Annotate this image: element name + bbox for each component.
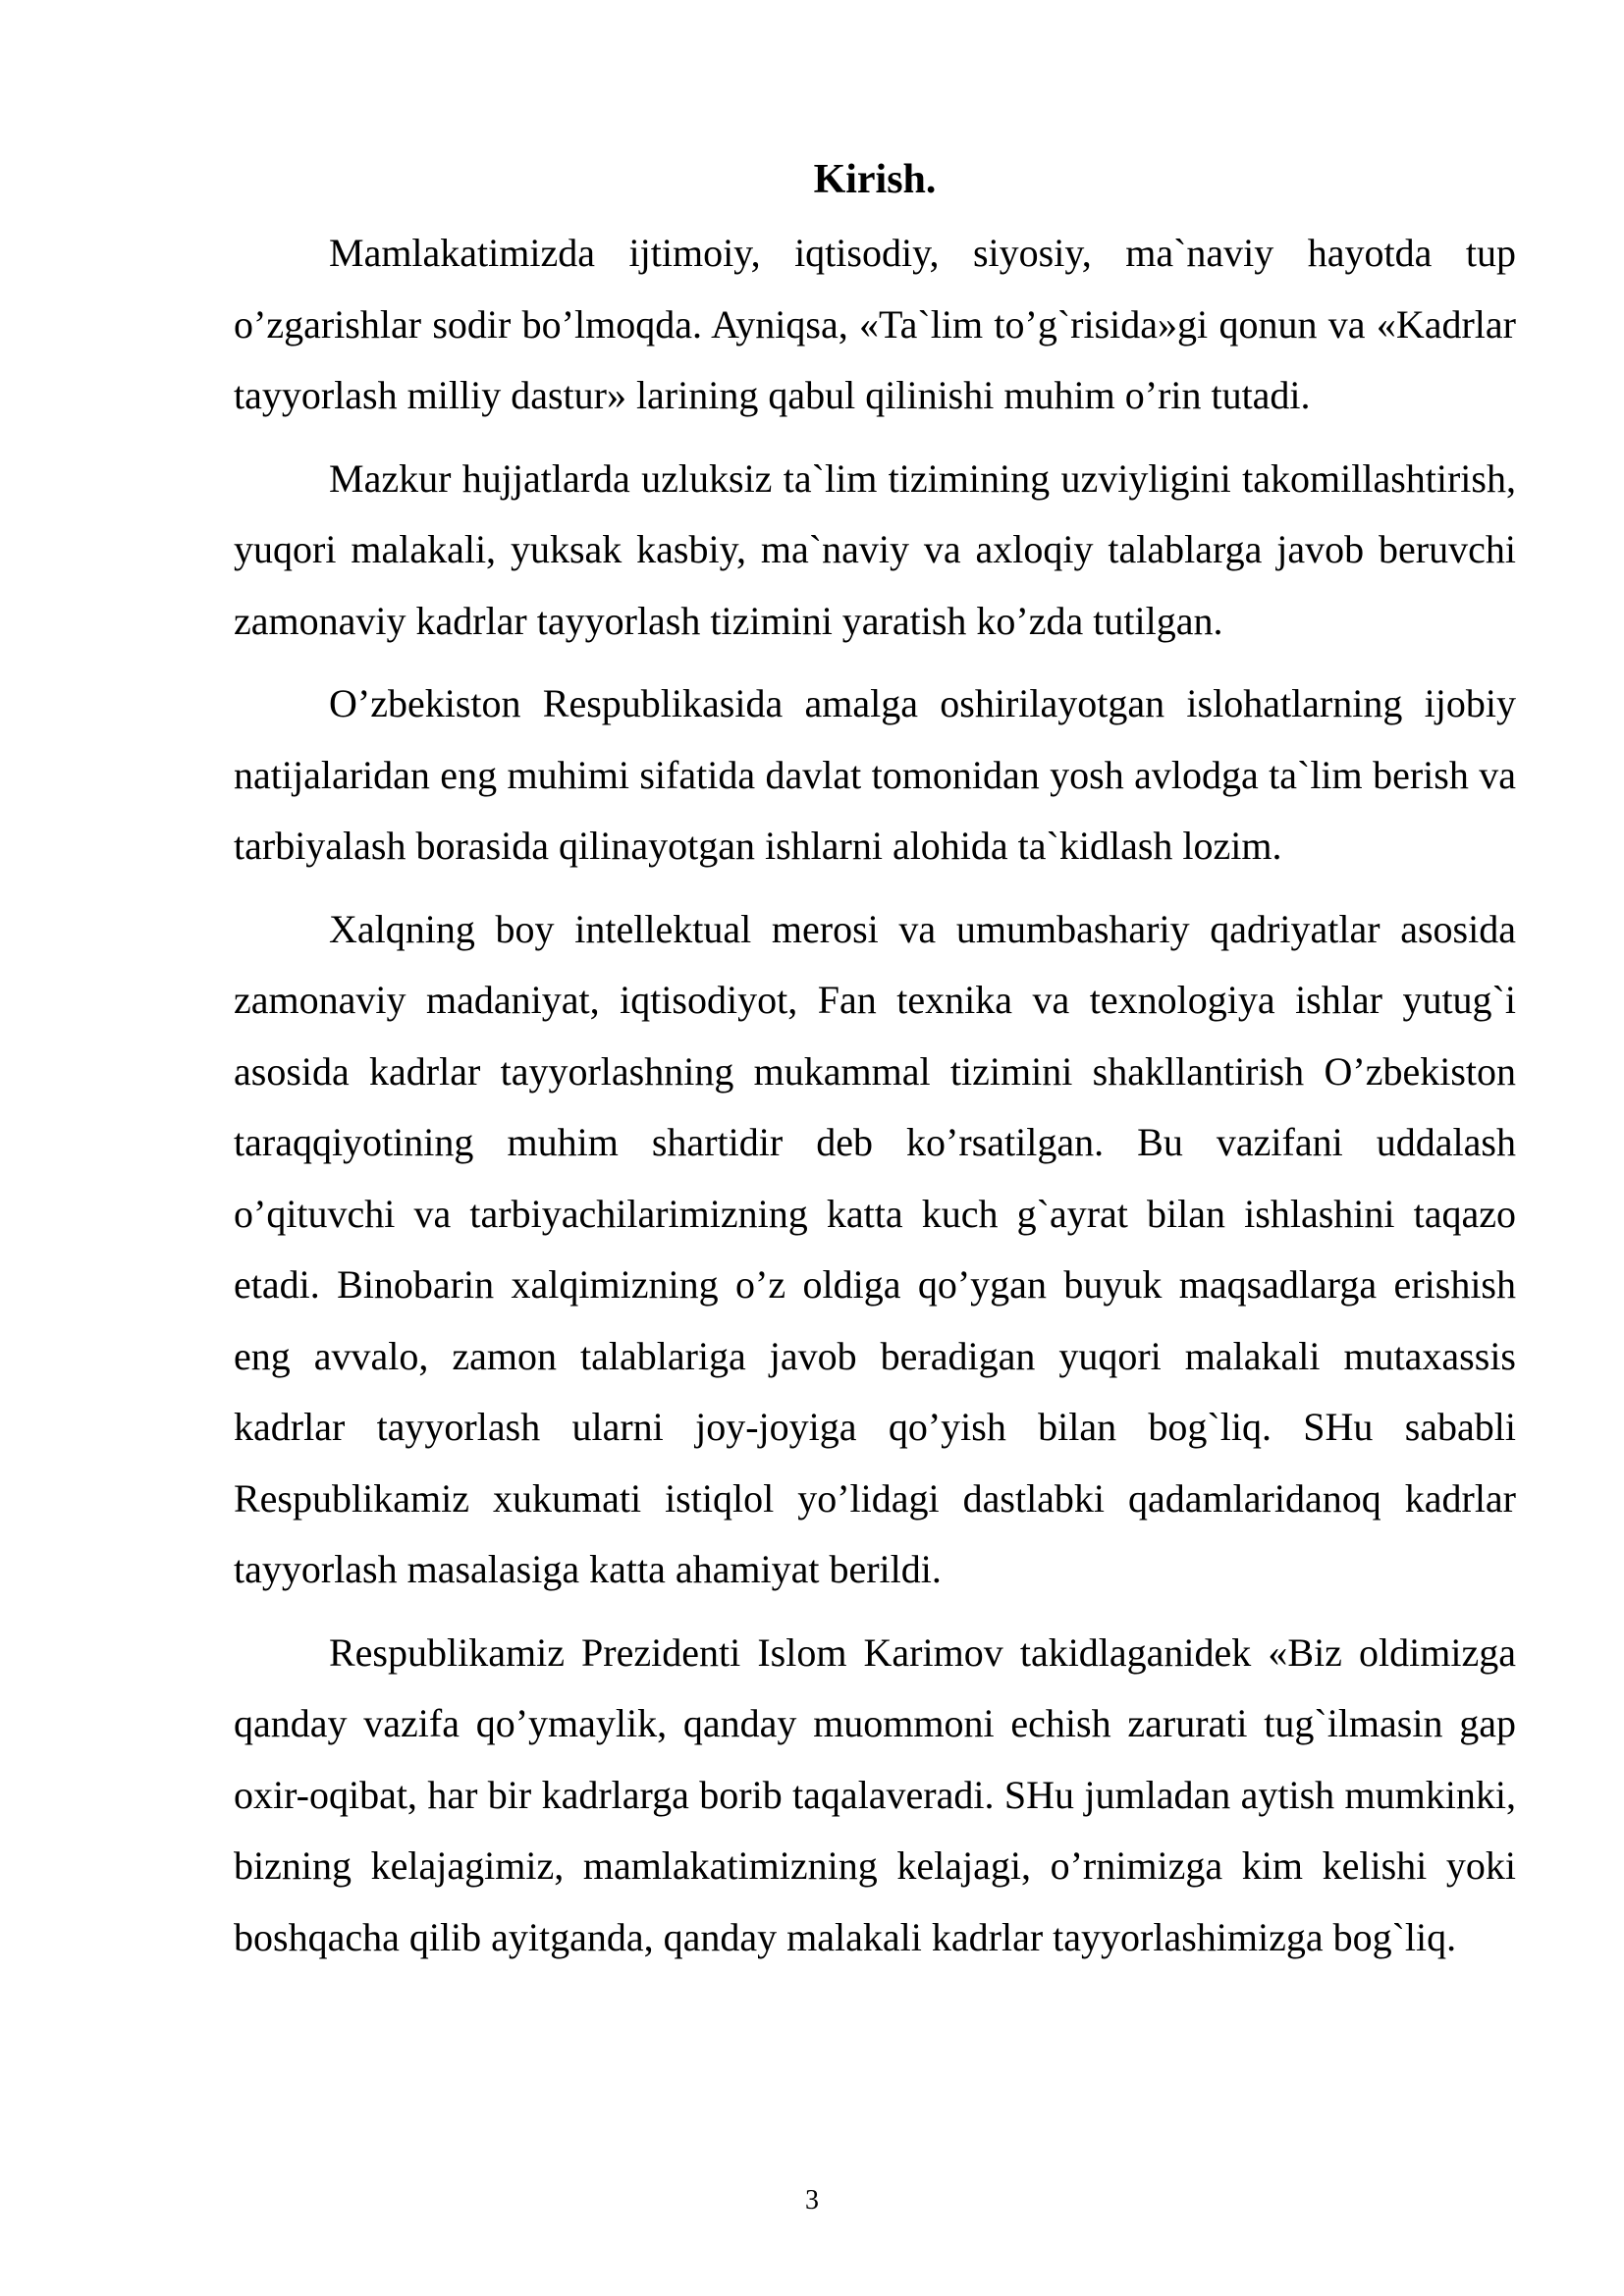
body-text xyxy=(234,218,1516,1985)
page-number: 3 xyxy=(805,2185,819,2216)
paragraph-2: Mazkur hujjatlarda uzluksiz ta`lim tizimining uzviyligini takomillashtirish, yuqori malakali, yuksak kasbiy, ma`naviy va axloqiy talablarga javob beruvchi zamonaviy kadrlar tayyorlash tizimini yaratish ko’zda tutilgan. xyxy=(234,455,1516,643)
paragraph-5: Respublikamiz Prezidenti Islom Karimov takidlaganidek «Biz oldimizga qanday vazifa qo’ymaylik, qanday muommoni echish zarurati tug`ilmasin gap oxir-oqibat, har bir kadrlarga borib taqalaveradi. SHu jumladan aytish mumkinki, bizning kelajagimiz, mamlakatimizning kelajagi, o’rnimizga kim kelishi yoki boshqacha qilib ayitganda, qanday malakali kadrlar tayyorlashimizga bog`liq. xyxy=(234,1629,1516,1959)
section-heading: Kirish. xyxy=(813,157,937,202)
paragraph-4: Xalqning boy intellektual merosi va umumbashariy qadriyatlar asosida zamonaviy madaniyat, iqtisodiyot, Fan texnika va texnologiya ishlar yutug`i asosida kadrlar tayyorlashning mukammal tizimini shakllantirish O’zbekiston taraqqiyotining muhim shartidir deb ko’rsatilgan. Bu vazifani uddalash o’qituvchi va tarbiyachilarimizning katta kuch g`ayrat bilan ishlashini taqazo etadi. Binobarin xalqimizning o’z oldiga qo’ygan buyuk maqsadlarga erishish eng avvalo, zamon talablariga javob beradigan yuqori malakali mutaxassis kadrlar tayyorlash ularni joy-joyiga qo’yish bilan bog`liq. SHu sababli Respublikamiz xukumati istiqlol yo’lidagi dastlabki qadamlaridanoq kadrlar tayyorlash masalasiga katta ahamiyat berildi. xyxy=(234,906,1516,1591)
paragraph-3: O’zbekiston Respublikasida amalga oshirilayotgan islohatlarning ijobiy natijalaridan eng muhimi sifatida davlat tomonidan yosh avlodga ta`lim berish va tarbiyalash borasida qilinayotgan ishlarni alohida ta`kidlash lozim. xyxy=(234,681,1516,868)
paragraph-1: Mamlakatimizda ijtimoiy, iqtisodiy, siyosiy, ma`naviy hayotda tup o’zgarishlar sodir bo’lmoqda. Ayniqsa, «Ta`lim to’g`risida»gi qonun va «Kadrlar tayyorlash milliy dastur» larining qabul qilinishi muhim o’rin tutadi. xyxy=(234,231,1516,417)
